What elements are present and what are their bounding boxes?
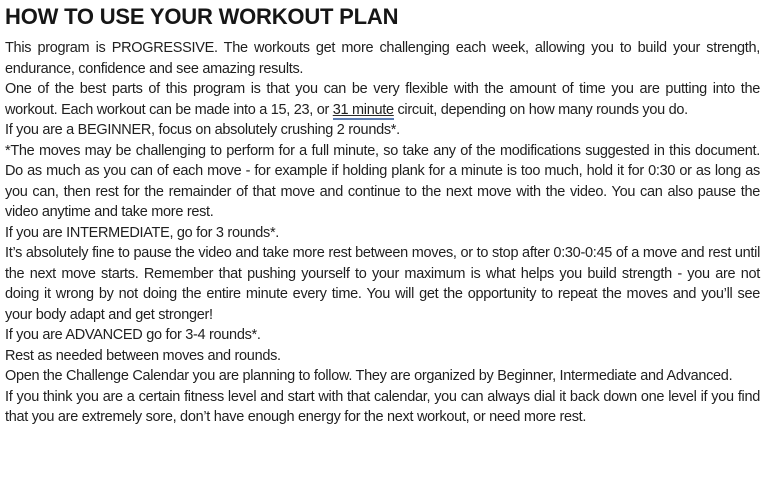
calendar-instruction: Open the Challenge Calendar you are planning to follow. They are organized by Beginner, Intermediate and Advanced. <box>5 368 733 384</box>
pacing-rest-note: It’s absolutely fine to pause the video and take more rest between moves, or to stop after 0:30-0:45 of a move and rest until the next move starts. Remember that pushing yourself to your maximum is what helps you build strength - you are not doing it wrong by not doing the entire minute every time. You will get the opportunity to repeat the moves and you’ll see your body adapt and get stronger! <box>5 245 760 323</box>
intro-progressive-paragraph: This program is PROGRESSIVE. The workouts get more challenging each week, allowing you to build your strength, endurance, confidence and see amazing results. <box>5 40 760 77</box>
flexibility-text-after: circuit, depending on how many rounds you do. <box>393 101 688 118</box>
beginner-instruction: If you are a BEGINNER, focus on absolutely crushing 2 rounds*. <box>5 122 400 138</box>
rest-between-rounds-note: Rest as needed between moves and rounds. <box>5 347 281 364</box>
flexibility-text-before: One of the best parts of this program is that you can be very flexible with the amount of time you are putting into the workout. Each workout can be made into a 15, 23, or <box>5 81 760 118</box>
intermediate-instruction: If you are INTERMEDIATE, go for 3 rounds*. <box>5 224 280 241</box>
minute-count-underlined-text: 31 minute <box>332 101 394 118</box>
page-title: HOW TO USE YOUR WORKOUT PLAN <box>5 4 399 29</box>
modifications-note: *The moves may be challenging to perform for a full minute, so take any of the modifications suggested in this document. Do as much as you can of each move - for example if holding plank for a minute is too much, hold it for 0:30 or as long as you can, then rest for the remainder of that move and continue to the next move with the video. You can also pause the video anytime and take more rest. <box>5 142 760 220</box>
flexibility-paragraph <box>5 79 760 120</box>
advanced-instruction: If you are ADVANCED go for 3-4 rounds*. <box>5 327 261 343</box>
level-adjustment-note: If you think you are a certain fitness level and start with that calendar, you can always dial it back down one level if you find that you are extremely sore, don’t have enough energy for the next workout, or need more rest. <box>5 388 760 425</box>
